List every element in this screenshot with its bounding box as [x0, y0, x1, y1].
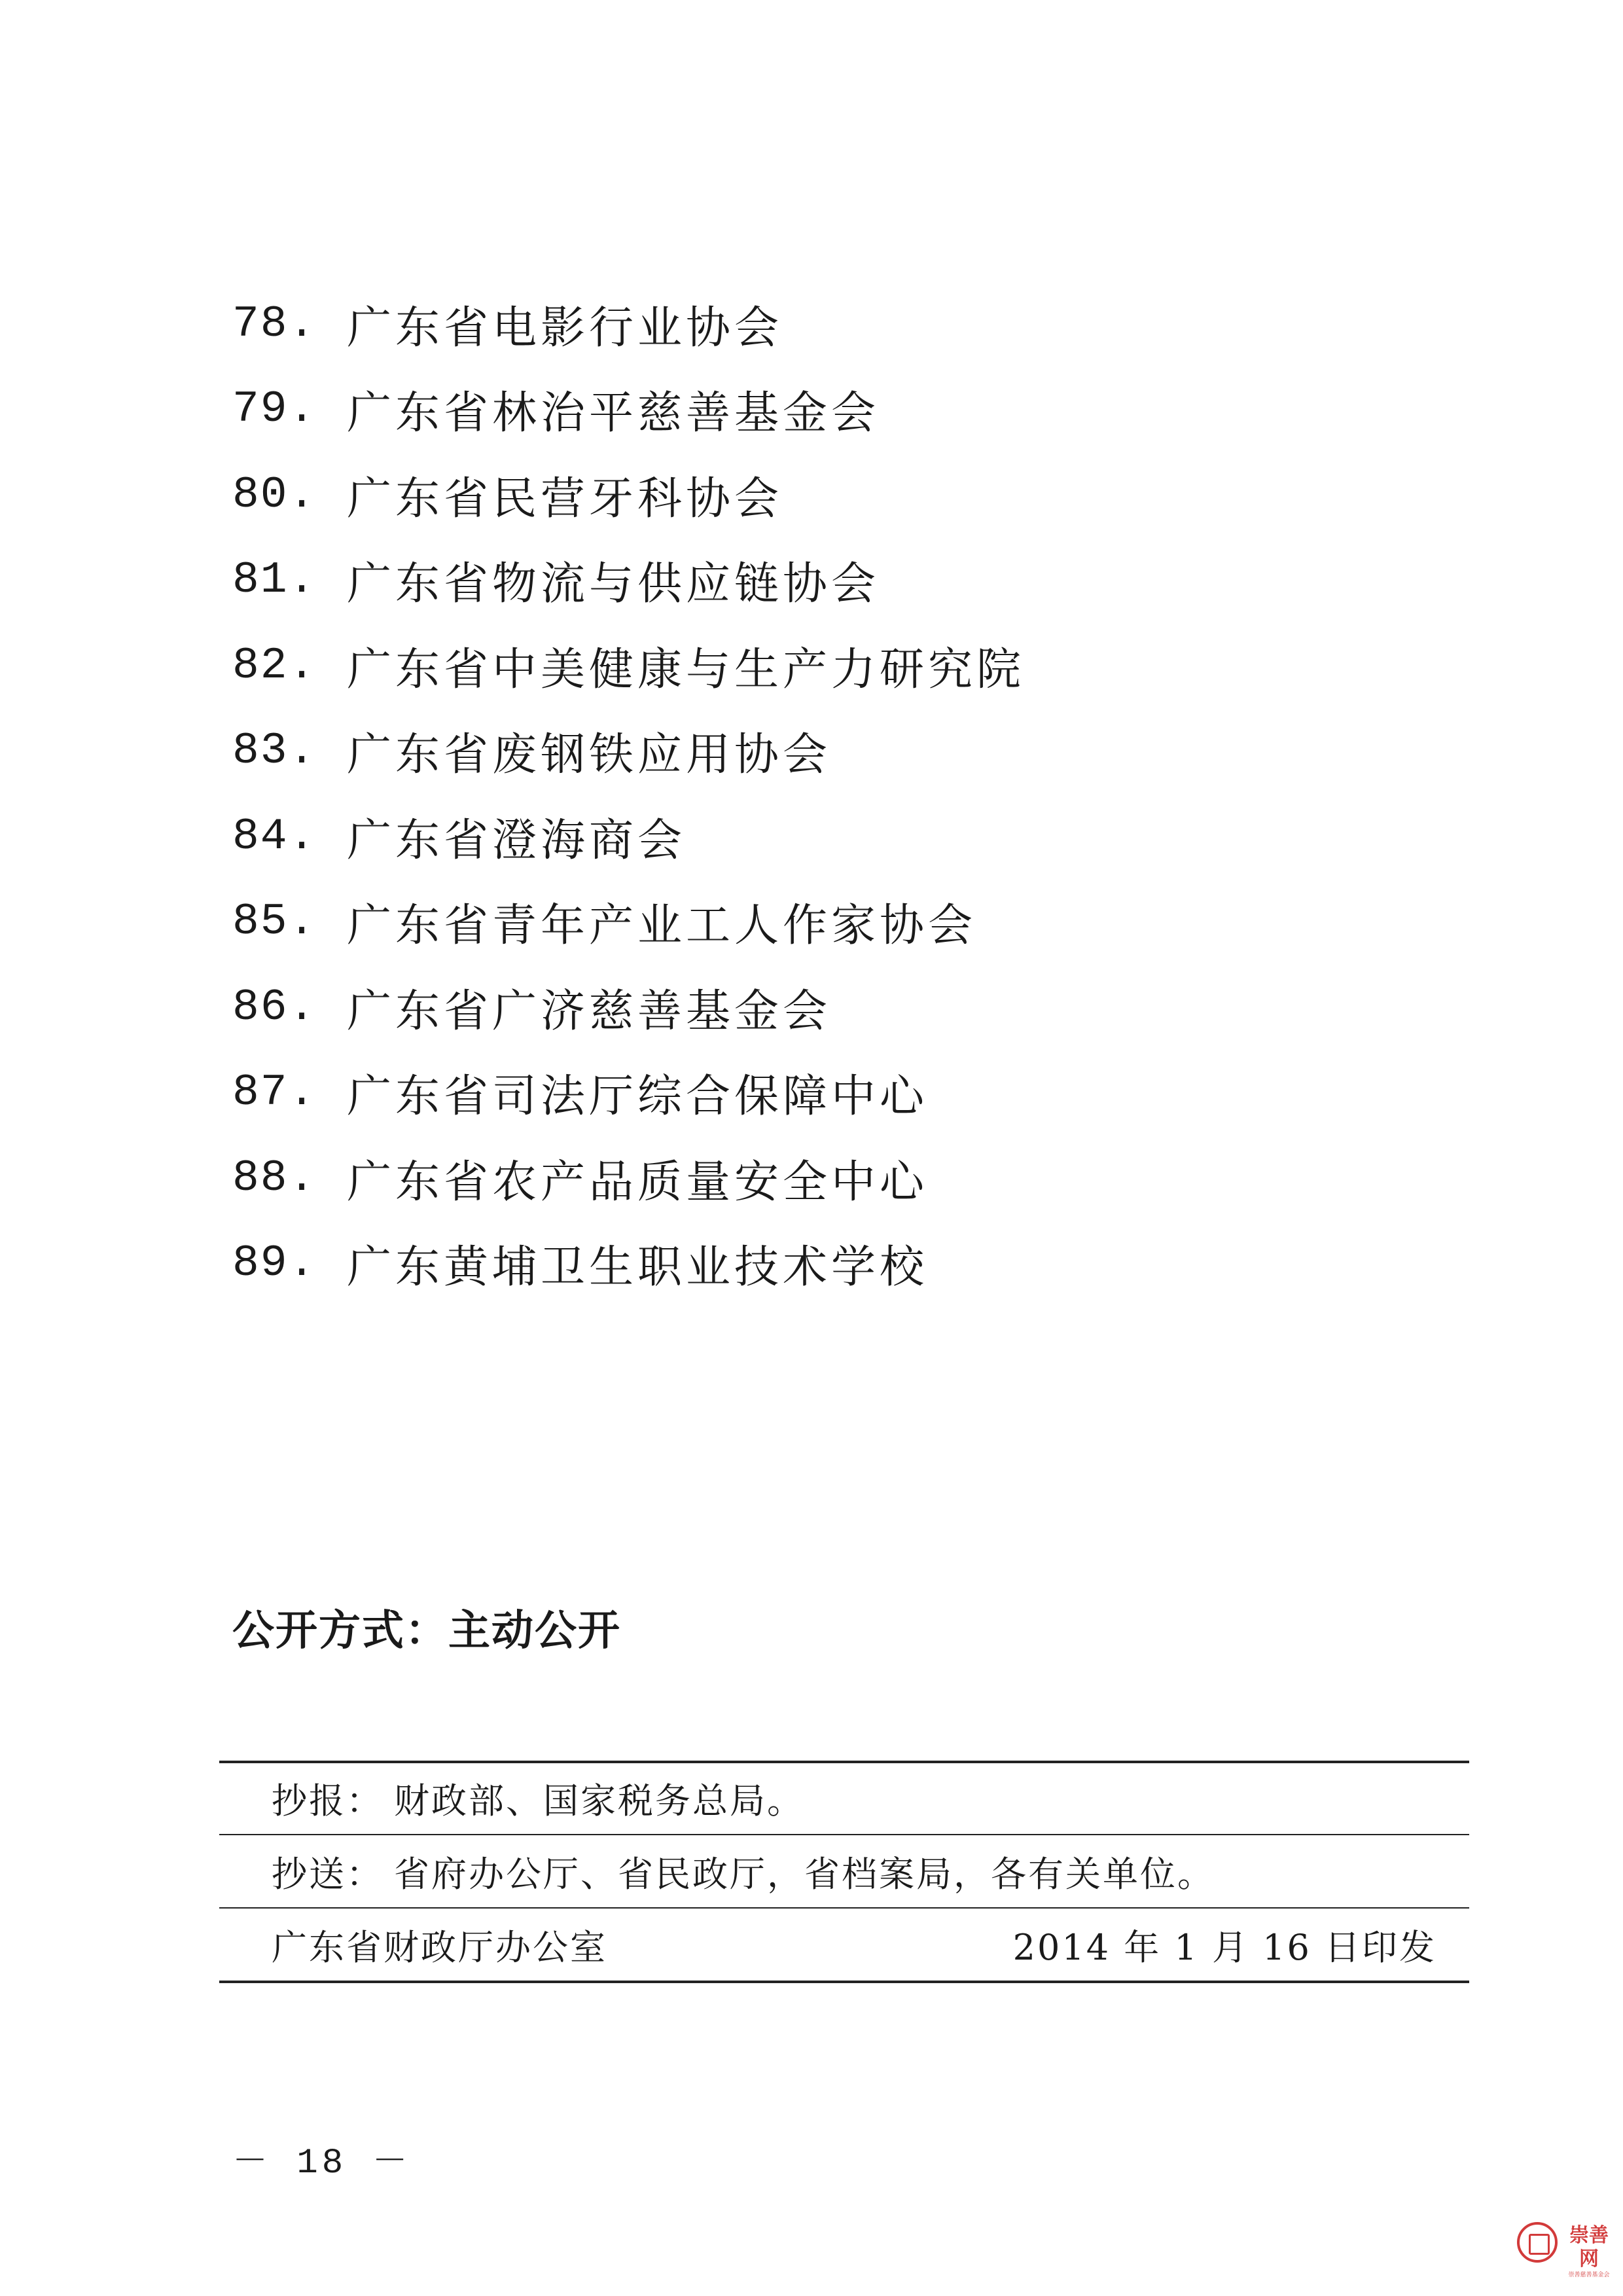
stamp-logo-subtext: 崇善慈善基金会 [1568, 2272, 1610, 2278]
cc-report-label: 抄报： [272, 1780, 383, 1821]
item-number: 87. [232, 1067, 317, 1119]
issuer-row [272, 1909, 1436, 1981]
list-item [232, 452, 1345, 538]
issue-date: 2014 年 1 月 16 日印发 [1012, 1926, 1436, 1968]
list-item [232, 538, 1345, 624]
item-name: 广东省电影行业协会 [347, 302, 783, 354]
stamp-logo-text: 崇善网 [1569, 2224, 1609, 2270]
page-number: － 18 － [232, 2144, 412, 2183]
cc-send-row [272, 1835, 1436, 1907]
item-number: 79. [232, 384, 317, 435]
list-item [232, 965, 1345, 1050]
item-number: 81. [232, 555, 317, 606]
item-number: 84. [232, 811, 317, 862]
item-number: 86. [232, 982, 317, 1033]
item-name: 广东省农产品质量安全中心 [347, 1156, 929, 1208]
divider-bottom [219, 1981, 1469, 1983]
item-name: 广东省民营牙科协会 [347, 473, 783, 525]
list-item [232, 281, 1345, 367]
cc-send-label: 抄送： [272, 1853, 383, 1895]
list-item [232, 1050, 1345, 1136]
organization-list [232, 281, 1345, 1306]
item-name: 广东黄埔卫生职业技术学校 [347, 1242, 929, 1294]
cc-report-value: 财政部、国家税务总局。 [394, 1780, 804, 1821]
item-number: 82. [232, 640, 317, 691]
issuer: 广东省财政厅办公室 [272, 1926, 607, 1968]
item-number: 89. [232, 1238, 317, 1289]
item-name: 广东省林治平慈善基金会 [347, 387, 880, 440]
item-name: 广东省澄海商会 [347, 814, 687, 867]
cc-report-row [272, 1762, 1436, 1834]
item-number: 78. [232, 298, 317, 350]
item-name: 广东省中美健康与生产力研究院 [347, 643, 1026, 696]
list-item [232, 367, 1345, 453]
stamp-logo [1565, 2224, 1613, 2278]
list-item [232, 623, 1345, 709]
item-name: 广东省司法厅综合保障中心 [347, 1071, 929, 1123]
item-number: 83. [232, 726, 317, 777]
disclosure-method: 公开方式：主动公开 [232, 1607, 621, 1655]
item-number: 85. [232, 897, 317, 948]
list-item [232, 1221, 1345, 1307]
item-name: 广东省废钢铁应用协会 [347, 729, 832, 781]
cc-send-value: 省府办公厅、省民政厅，省档案局，各有关单位。 [394, 1853, 1215, 1895]
item-name: 广东省青年产业工人作家协会 [347, 900, 977, 952]
seal-icon [1517, 2222, 1558, 2263]
item-name: 广东省广济慈善基金会 [347, 985, 832, 1037]
item-number: 88. [232, 1153, 317, 1204]
item-name: 广东省物流与供应链协会 [347, 558, 880, 611]
list-item [232, 794, 1345, 880]
list-item [232, 709, 1345, 795]
list-item [232, 880, 1345, 965]
list-item [232, 1136, 1345, 1221]
item-number: 80. [232, 469, 317, 520]
